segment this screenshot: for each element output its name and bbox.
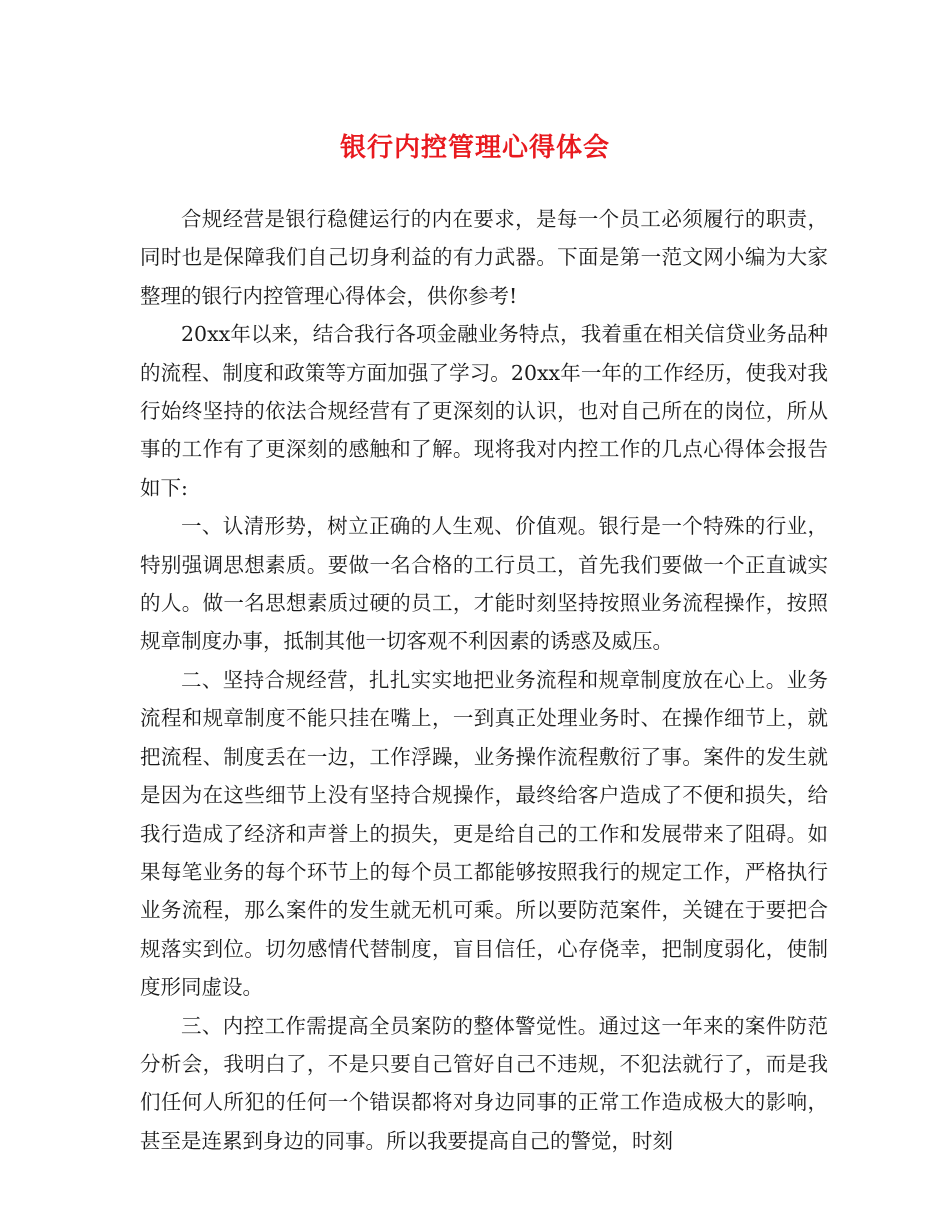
paragraph-point-three: 三、内控工作需提高全员案防的整体警觉性。通过这一年来的案件防范分析会，我明白了，不是只要自己管好自己不违规，不犯法就行了，而是我们任何人所犯的任何一个错误都将对身边同事的正常工作造成极大的影响，甚至是连累到身边的同事。所以我要提高自己的警觉，时刻 — [140, 1013, 828, 1153]
paragraph-point-two: 二、坚持合规经营，扎扎实实地把业务流程和规章制度放在心上。业务流程和规章制度不能只挂在嘴上，一到真正处理业务时、在操作细节上，就把流程、制度丢在一边，工作浮躁，业务操作流程敷衍了事。案件的发生就是因为在这些细节上没有坚持合规操作，最终给客户造成了不便和损失，给我行造成了经济和声誉上的损失，更是给自己的工作和发展带来了阻碍。如果每笔业务的每个环节上的每个员工都能够按照我行的规定工作，严格执行业务流程，那么案件的发生就无机可乘。所以要防范案件，关键在于要把合规落实到位。切勿感情代替制度，盲目信任，心存侥幸，把制度弱化，使制度形同虚设。 — [140, 667, 828, 1000]
document-body — [140, 200, 828, 1160]
paragraph-intro: 合规经营是银行稳健运行的内在要求，是每一个员工必须履行的职责，同时也是保障我们自己切身利益的有力武器。下面是第一范文网小编为大家整理的银行内控管理心得体会，供你参考! — [140, 207, 828, 308]
paragraph-background: 20xx年以来，结合我行各项金融业务特点，我着重在相关信贷业务品种的流程、制度和政策等方面加强了学习。20xx年一年的工作经历，使我对我行始终坚持的依法合规经营有了更深刻的认识，也对自己所在的岗位，所从事的工作有了更深刻的感触和了解。现将我对内控工作的几点心得体会报告如下: — [140, 322, 828, 500]
document-title: 银行内控管理心得体会 — [339, 133, 610, 163]
paragraph-point-one: 一、认清形势，树立正确的人生观、价值观。银行是一个特殊的行业，特别强调思想素质。要做一名合格的工行员工，首先我们要做一个正直诚实的人。做一名思想素质过硬的员工，才能时刻坚持按照业务流程操作，按照规章制度办事，抵制其他一切客观不利因素的诱惑及威压。 — [140, 514, 828, 654]
